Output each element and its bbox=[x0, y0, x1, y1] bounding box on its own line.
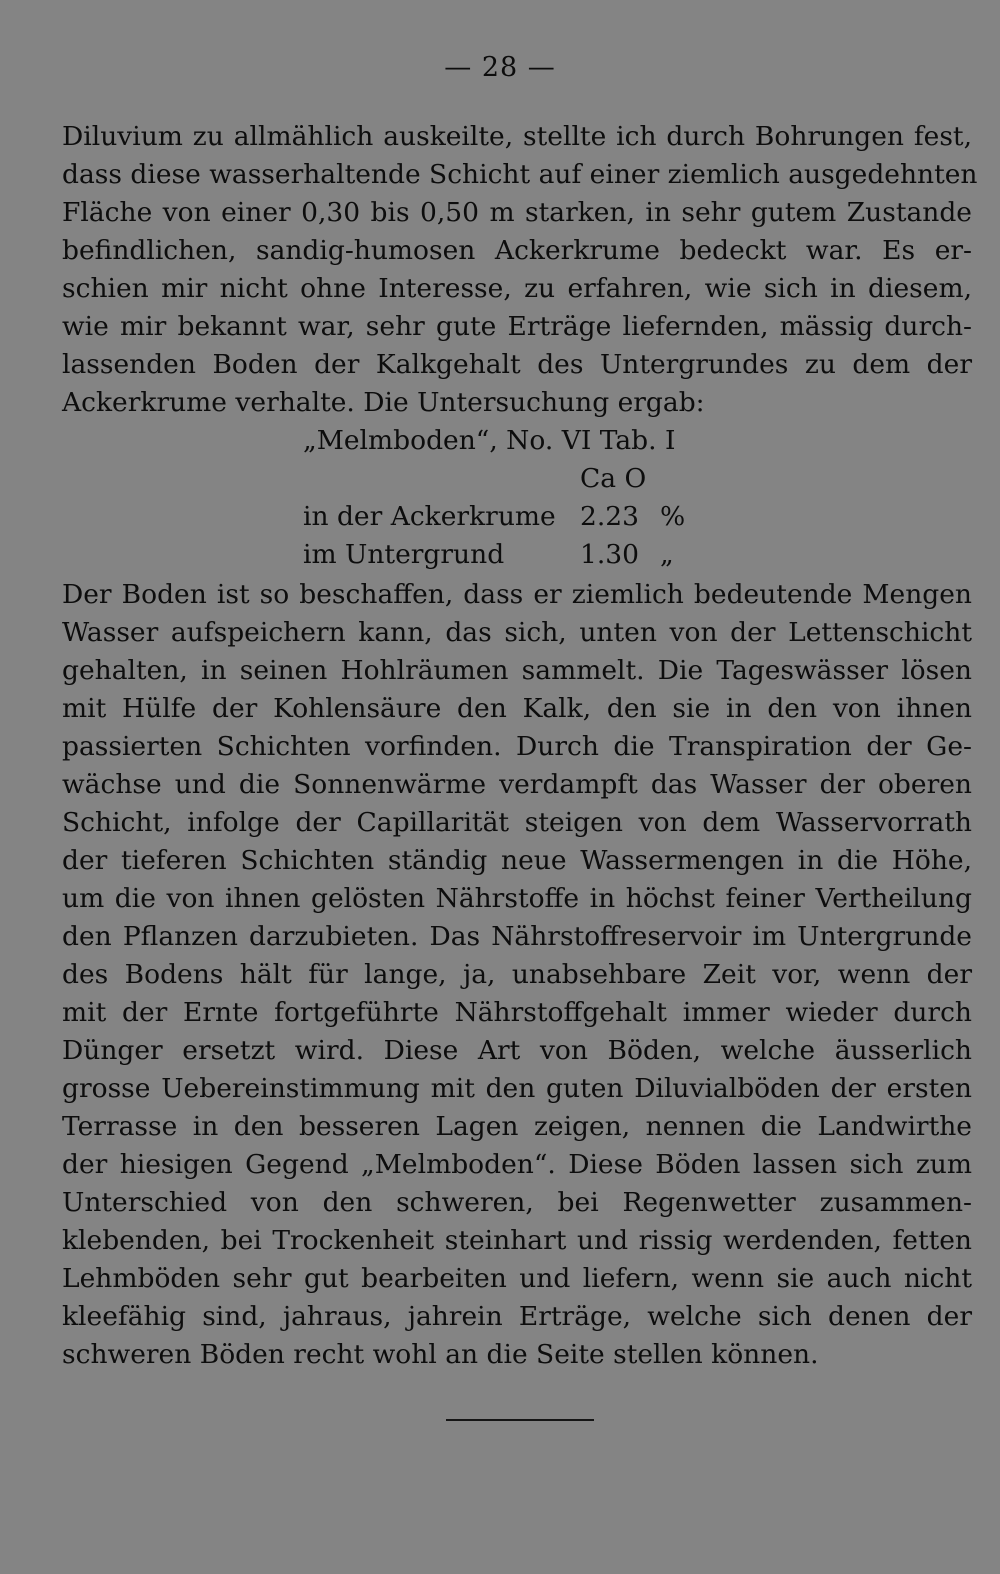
text-line: Der Boden ist so beschaffen, dass er ziemlich bedeutende Mengen bbox=[62, 579, 972, 610]
text-line: Wasser aufspeichern kann, das sich, unten von der Lettenschicht bbox=[62, 617, 972, 648]
text-line: Terrasse in den besseren Lagen zeigen, nennen die Landwirthe bbox=[62, 1111, 972, 1142]
text-line: des Bodens hält für lange, ja, unabsehbare Zeit vor, wenn der bbox=[62, 959, 972, 990]
section-divider bbox=[446, 1419, 594, 1421]
text-line: der tieferen Schichten ständig neue Wassermengen in die Höhe, bbox=[62, 845, 972, 876]
text-line: der hiesigen Gegend „Melmboden“. Diese Böden lassen sich zum bbox=[62, 1149, 972, 1180]
table-title: „Melmboden“, No. VI Tab. I bbox=[303, 425, 676, 456]
text-line: den Pflanzen darzubieten. Das Nährstoffreservoir im Untergrunde bbox=[62, 921, 972, 952]
table-row-value: 1.30 bbox=[580, 539, 640, 570]
table-row-unit: „ bbox=[660, 539, 674, 570]
table-row-label: in der Ackerkrume bbox=[303, 501, 556, 532]
text-line: schien mir nicht ohne Interesse, zu erfahren, wie sich in diesem, bbox=[62, 273, 972, 304]
text-line: wächse und die Sonnenwärme verdampft das Wasser der oberen bbox=[62, 769, 972, 800]
text-line: Dünger ersetzt wird. Diese Art von Böden, welche äusserlich bbox=[62, 1035, 972, 1066]
text-line: wie mir bekannt war, sehr gute Erträge liefernden, mässig durch- bbox=[62, 311, 972, 342]
text-line: Fläche von einer 0,30 bis 0,50 m starken, in sehr gutem Zustande bbox=[62, 197, 972, 228]
table-row-label: im Untergrund bbox=[303, 539, 505, 570]
text-line: Lehmböden sehr gut bearbeiten und liefern, wenn sie auch nicht bbox=[62, 1263, 972, 1294]
text-line: grosse Uebereinstimmung mit den guten Diluvialböden der ersten bbox=[62, 1073, 972, 1104]
text-line: befindlichen, sandig-humosen Ackerkrume bedeckt war. Es er- bbox=[62, 235, 972, 266]
text-line: klebenden, bei Trockenheit steinhart und rissig werdenden, fetten bbox=[62, 1225, 972, 1256]
text-line: passierten Schichten vorfinden. Durch die Transpiration der Ge- bbox=[62, 731, 972, 762]
table-row-unit: % bbox=[660, 501, 686, 532]
text-line: Unterschied von den schweren, bei Regenwetter zusammen- bbox=[62, 1187, 972, 1218]
table-row-value: 2.23 bbox=[580, 501, 640, 532]
table-column-header: Ca O bbox=[580, 463, 647, 494]
text-line: Schicht, infolge der Capillarität steigen von dem Wasservorrath bbox=[62, 807, 972, 838]
page-number: — 28 — bbox=[444, 52, 556, 83]
text-line: lassenden Boden der Kalkgehalt des Untergrundes zu dem der bbox=[62, 349, 972, 380]
text-line: mit der Ernte fortgeführte Nährstoffgehalt immer wieder durch bbox=[62, 997, 972, 1028]
text-line: dass diese wasserhaltende Schicht auf einer ziemlich ausgedehnten bbox=[62, 159, 978, 190]
text-line: kleefähig sind, jahraus, jahrein Erträge, welche sich denen der bbox=[62, 1301, 972, 1332]
text-line: gehalten, in seinen Hohlräumen sammelt. Die Tageswässer lösen bbox=[62, 655, 972, 686]
text-line: mit Hülfe der Kohlensäure den Kalk, den sie in den von ihnen bbox=[62, 693, 972, 724]
text-line: schweren Böden recht wohl an die Seite stellen können. bbox=[62, 1339, 819, 1370]
text-line: Diluvium zu allmählich auskeilte, stellte ich durch Bohrungen fest, bbox=[62, 121, 972, 152]
text-line: um die von ihnen gelösten Nährstoffe in höchst feiner Vertheilung bbox=[62, 883, 972, 914]
text-line: Ackerkrume verhalte. Die Untersuchung ergab: bbox=[62, 387, 705, 418]
